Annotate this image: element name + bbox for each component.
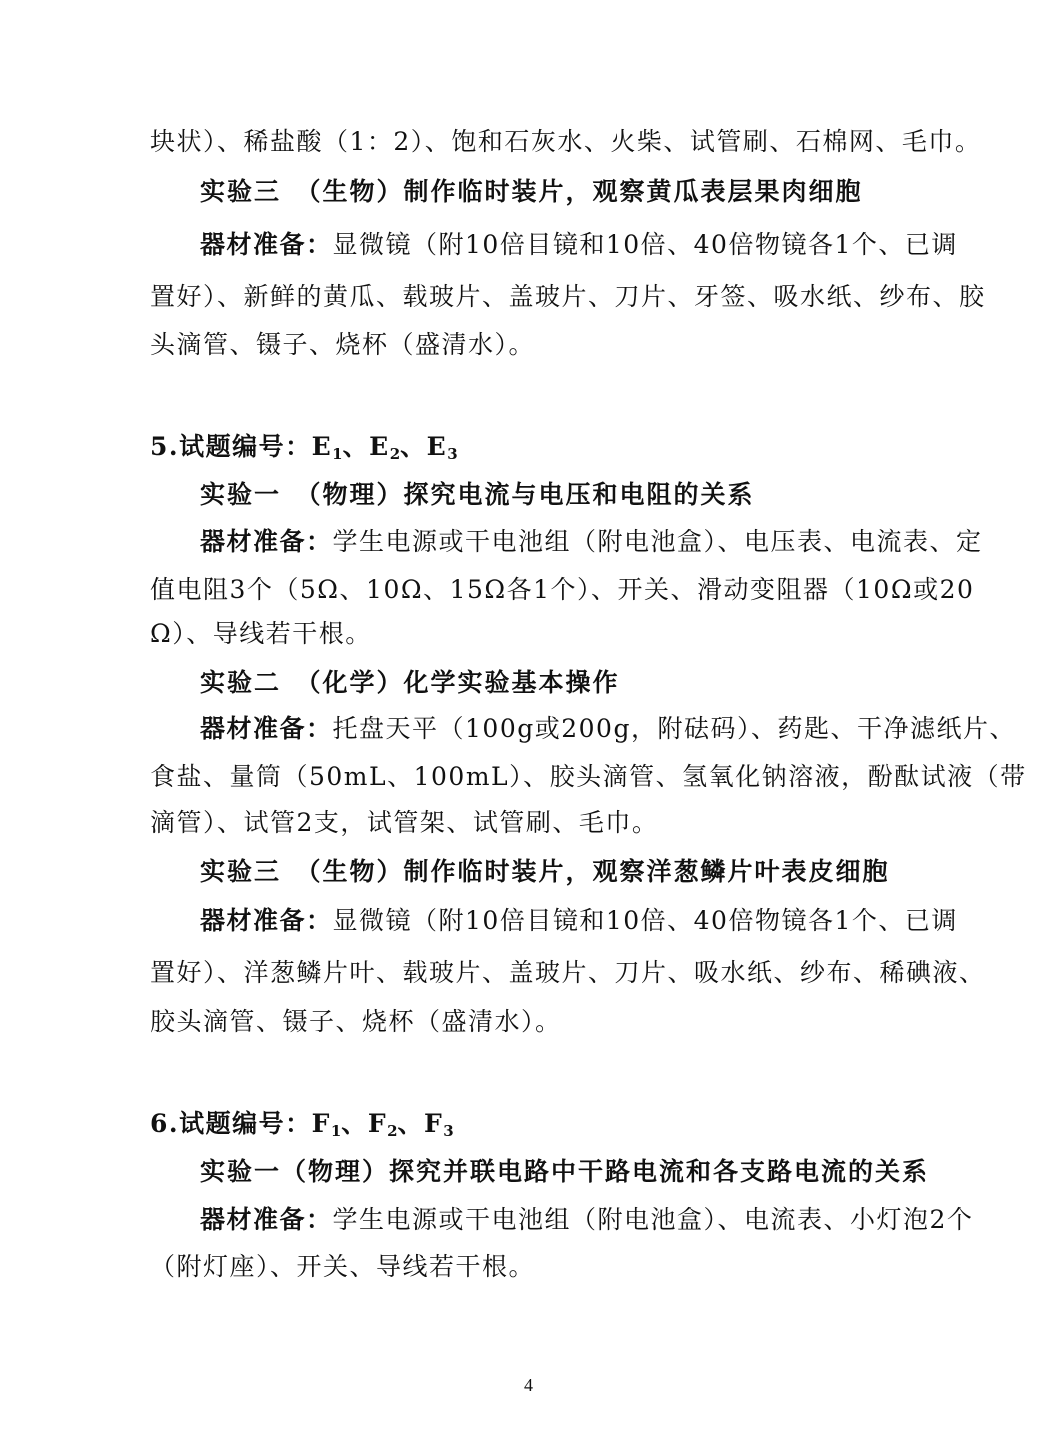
equipment-line [200,228,960,262]
paragraph-line: 滴管）、试管2支，试管架、试管刷、毛巾。 [150,808,659,837]
equipment-text: 显微镜（附10倍目镜和10倍、40倍物镜各1个、已调 [332,906,958,935]
experiment-title: 实验三 （生物）制作临时装片，观察黄瓜表层果肉细胞 [200,177,863,206]
section-heading-prefix: 5.试题编号： [150,432,312,461]
equipment-line [200,1203,974,1237]
equipment-label: 器材准备： [200,527,333,556]
code: $F_2$ [367,1109,398,1140]
experiment-title: 实验二 （化学）化学实验基本操作 [200,668,620,697]
equipment-label: 器材准备： [200,714,333,743]
paragraph-line: 胶头滴管、镊子、烧杯（盛清水）。 [150,1007,562,1036]
code: $E_3$ [426,432,458,463]
paragraph-line: 置好）、新鲜的黄瓜、载玻片、盖玻片、刀片、牙签、吸水纸、纱布、胶 [150,282,986,311]
paragraph-line: 置好）、洋葱鳞片叶、载玻片、盖玻片、刀片、吸水纸、纱布、稀碘液、 [150,958,986,987]
paragraph-line: 头滴管、镊子、烧杯（盛清水）。 [150,330,536,359]
code: $F_3$ [424,1109,454,1140]
paragraph-line: 块状）、稀盐酸（1：2）、饱和石灰水、火柴、试管刷、石棉网、毛巾。 [150,127,982,156]
experiment-title: 实验一（物理）探究并联电路中干路电流和各支路电流的关系 [200,1157,930,1186]
code: $E_2$ [369,432,401,463]
equipment-label: 器材准备： [200,906,333,935]
paragraph-line: 食盐、量筒（50mL、100mL）、胶头滴管、氢氧化钠溶液，酚酞试液（带 [150,762,1027,791]
experiment-title: 实验一 （物理）探究电流与电压和电阻的关系 [200,480,755,509]
section-heading-prefix: 6.试题编号： [150,1109,312,1138]
equipment-label: 器材准备： [200,1205,333,1234]
equipment-text: 学生电源或干电池组（附电池盒）、电流表、小灯泡2个 [332,1205,974,1234]
equipment-text: 显微镜（附10倍目镜和10倍、40倍物镜各1个、已调 [332,230,958,259]
equipment-line [200,712,1016,746]
code: $F_1$ [311,1109,342,1140]
section-heading: 6.试题编号：$F_1$、$F_2$、$F_3$ [150,1109,454,1140]
paragraph-line: 值电阻3个（5Ω、10Ω、15Ω各1个）、开关、滑动变阻器（10Ω或20 [150,575,975,604]
section-heading: 5.试题编号：$E_1$、$E_2$、$E_3$ [150,432,458,463]
equipment-line [200,525,983,559]
equipment-text: 托盘天平（100g或200g，附砝码）、药匙、干净滤纸片、 [332,714,1016,743]
equipment-text: 学生电源或干电池组（附电池盒）、电压表、电流表、定 [332,527,983,556]
equipment-line [200,904,960,938]
code: $E_1$ [311,432,343,463]
paragraph-line: Ω）、导线若干根。 [150,619,372,648]
experiment-title: 实验三 （生物）制作临时装片，观察洋葱鳞片叶表皮细胞 [200,857,890,886]
paragraph-line: （附灯座）、开关、导线若干根。 [150,1252,536,1281]
equipment-label: 器材准备： [200,230,333,259]
page-number: 4 [524,1375,533,1395]
